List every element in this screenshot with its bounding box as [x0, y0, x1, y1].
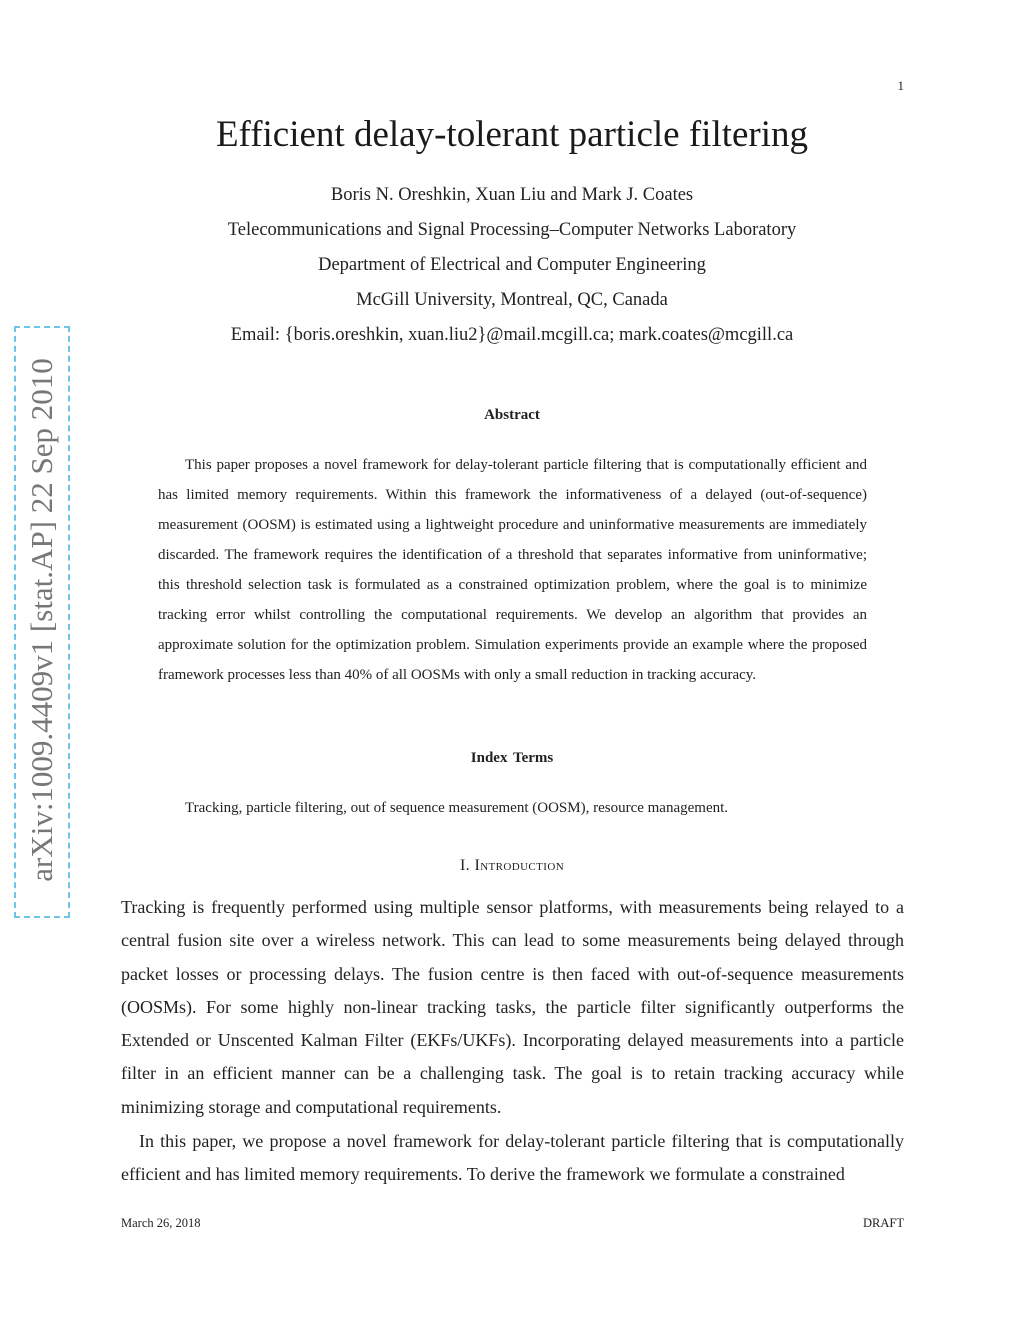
introduction-paragraph-1: Tracking is frequently performed using multiple sensor platforms, with measurements being relayed to a central fusion site over a wireless network. This can lead to some measurements being delayed through packet losses or processing delays. The fusion centre is then faced with out-of-sequence measurements (OOSMs). For some highly non-linear tracking tasks, the particle filter significantly outperforms the Extended or Unscented Kalman Filter (EKFs/UKFs). Incorporating delayed measurements into a particle filter in an efficient manner can be a challenging task. The goal is to retain tracking accuracy while minimizing storage and computational requirements.: [121, 897, 904, 1117]
page-number: 1: [897, 78, 904, 93]
authors: Boris N. Oreshkin, Xuan Liu and Mark J. Coates: [330, 185, 694, 205]
footer-draft-label: DRAFT: [863, 1216, 904, 1230]
arxiv-identifier[interactable]: arXiv:1009.4409v1 [stat.AP] 22 Sep 2010: [24, 358, 59, 882]
affiliation-university: McGill University, Montreal, QC, Canada: [356, 290, 668, 310]
index-terms-text: Tracking, particle filtering, out of sequence measurement (OOSM), resource management.: [185, 800, 729, 816]
footer-date: March 26, 2018: [121, 1216, 201, 1230]
abstract-text: This paper proposes a novel framework for delay-tolerant particle filtering that is computationally efficient and has limited memory requirements. Within this framework the informativeness of a delayed (out-of-sequence) measurement (OOSM) is estimated using a lightweight procedure and uninformative measurements are immediately discarded. The framework requires the identification of a threshold that separates informative from uninformative; this threshold selection task is formulated as a constrained optimization problem, where the goal is to minimize tracking error whilst controlling the computational requirements. We develop an algorithm that provides an approximate solution for the optimization problem. Simulation experiments provide an example where the proposed framework processes less than 40% of all OOSMs with only a small reduction in tracking accuracy.: [158, 457, 867, 683]
affiliation-lab: Telecommunications and Signal Processing–Computer Networks Laboratory: [227, 220, 797, 240]
affiliation-department: Department of Electrical and Computer Engineering: [318, 255, 706, 275]
author-emails: Email: {boris.oreshkin, xuan.liu2}@mail.mcgill.ca; mark.coates@mcgill.ca: [230, 325, 794, 345]
introduction-paragraph-2: In this paper, we propose a novel framework for delay-tolerant particle filtering that is computationally efficient and has limited memory requirements. To derive the framework we formulate a constrained: [121, 1131, 904, 1185]
paper-title: Efficient delay-tolerant particle filtering: [215, 114, 809, 155]
introduction-heading: I. Introduction: [459, 857, 565, 874]
index-terms-heading: Index Terms: [470, 750, 554, 766]
abstract-heading: Abstract: [484, 407, 540, 423]
